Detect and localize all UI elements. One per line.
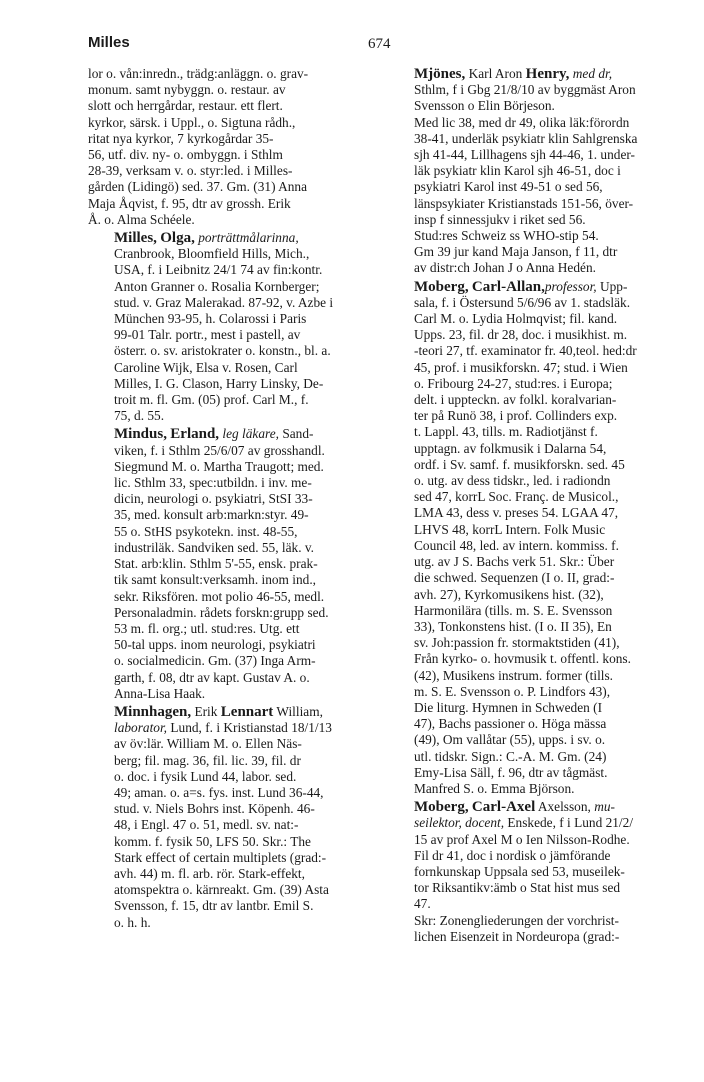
given-name-pre: Karl Aron bbox=[468, 66, 523, 81]
text-line: ritat nya kyrkor, 7 kyrkogårdar 35- bbox=[88, 130, 274, 146]
text-line: atomspektra o. kärnreakt. Gm. (39) Asta bbox=[114, 882, 329, 898]
text-line: insp f sinnessjukv i riket sed 56. bbox=[414, 211, 586, 227]
text-line: industriläk. Sandviken sed. 55, läk. v. bbox=[114, 539, 315, 555]
text-line: München 93-95, h. Colarossi i Paris bbox=[114, 311, 307, 327]
text-line: Upps. 23, fil. dr 28, doc. i musikhist. m. bbox=[414, 327, 628, 343]
entry-moberg-carl-axel bbox=[388, 799, 670, 945]
text-line: 48, i Engl. 47 o. 51, medl. sv. nat:- bbox=[114, 817, 299, 833]
left-column bbox=[88, 66, 370, 933]
text-line: Anton Granner o. Rosalia Kornberger; bbox=[114, 278, 320, 294]
text-line: 28-39, verksam v. o. styr:led. i Milles- bbox=[88, 163, 293, 179]
text-line: t. Lappl. 43, tills. m. Radiotjänst f. bbox=[414, 424, 598, 440]
right-column bbox=[388, 66, 670, 947]
entry-mindus-erland bbox=[88, 426, 370, 701]
occupation: med dr, bbox=[572, 66, 613, 81]
text-line: Svensson o Elin Börjeson. bbox=[414, 98, 555, 114]
text-line: o. utg. av dess tidskr., led. i radiondn bbox=[414, 473, 611, 489]
text-line: sed 47, korrL Soc. Franç. de Musicol., bbox=[414, 489, 619, 505]
headword-given: Henry, bbox=[525, 66, 570, 82]
headword-surname: Minnhagen, bbox=[114, 703, 192, 720]
text-line: o. socialmedicin. Gm. (37) Inga Arm- bbox=[114, 653, 316, 669]
text-line: Stark effect of certain multiplets (grad:- bbox=[114, 849, 327, 865]
text-line: läk psykiatr klin Karol sjh 46-51, doc i bbox=[414, 163, 621, 179]
text-line: 75, d. 55. bbox=[114, 408, 165, 424]
text-line: (42), Musikens instrum. former (tills. bbox=[414, 667, 614, 683]
text-line: 47), Bachs passioner o. Höga mässa bbox=[414, 716, 607, 732]
text-line: 15 av prof Axel M o Ien Nilsson-Rodhe. bbox=[414, 831, 630, 847]
text-line: slott och herrgårdar, restaur. ett flert. bbox=[88, 98, 283, 114]
text-line: 53 m. fl. org.; utl. stud:res. Utg. ett bbox=[114, 620, 300, 636]
text-line: Skr: Zonengliederungen der vorchrist- bbox=[414, 912, 619, 928]
text-line: Siegmund M. o. Martha Traugott; med. bbox=[114, 458, 324, 474]
headword-given: Lennart bbox=[220, 703, 274, 720]
text-line: avh. 27), Kyrkomusikens hist. (32), bbox=[414, 586, 604, 602]
text-line: österr. o. sv. aristokrater o. konstn., bl. a. bbox=[114, 343, 331, 359]
text-line: Personaladmin. rådets forskn:grupp sed. bbox=[114, 604, 329, 620]
text-line: komm. f. fysik 50, LFS 50. Skr.: The bbox=[114, 833, 311, 849]
text-line: Harmonilära (tills. m. S. E. Svensson bbox=[414, 602, 613, 618]
occupation: professor, bbox=[544, 278, 597, 294]
headword-given: Erland, bbox=[170, 426, 220, 443]
text-line: m. S. E. Svensson o. P. Lindfors 43), bbox=[414, 683, 611, 699]
text-line: 33), Tonkonstens hist. (I o. II 35), En bbox=[414, 618, 612, 634]
entry-text: Enskede, f i Lund 21/2/ bbox=[507, 815, 634, 831]
occupation: laborator, bbox=[114, 720, 168, 736]
headword-given: Carl-Axel bbox=[471, 799, 536, 816]
text-line: psykiatri Karol inst 49-51 o sed 56, bbox=[414, 179, 603, 195]
text-line: Med lic 38, med dr 49, olika läk:förordn bbox=[414, 114, 630, 130]
text-line: utg. av J S. Bachs verk 51. Skr.: Über bbox=[414, 554, 615, 570]
text-line: 50-tal upps. inom neurologi, psykiatri bbox=[114, 637, 316, 653]
occupation: porträttmålarinna, bbox=[198, 230, 299, 246]
text-line: 45, prof. i musikforskn. 47; stud. i Wien bbox=[414, 359, 628, 375]
given-name-post: William, bbox=[276, 703, 323, 719]
text-line: 99-01 Talr. portr., mest i pastell, av bbox=[114, 327, 301, 343]
entry-minnhagen-lennart bbox=[88, 704, 370, 931]
text-line: tik samt konsult:verksamh. inom ind., bbox=[114, 572, 317, 588]
running-head-name: Milles bbox=[88, 34, 130, 51]
text-line: viken, f. i Sthlm 25/6/07 av grosshandl. bbox=[114, 442, 325, 458]
occupation: leg läkare, bbox=[222, 426, 279, 442]
text-line: o. Fribourg 24-27, stud:res. i Europa; bbox=[414, 375, 613, 391]
text-line: Cranbrook, Bloomfield Hills, Mich., bbox=[114, 246, 310, 262]
entry-milles-continuation bbox=[88, 66, 370, 228]
text-line: 38-41, underläk psykiatr klin Sahlgrenska bbox=[414, 130, 638, 146]
text-line: sekr. Riksfören. mot polio 46-55, medl. bbox=[114, 588, 325, 604]
text-line: delt. i uppteckn. av folkl. koralvarian- bbox=[414, 392, 617, 408]
text-line: tor Riksantikv:ämb o Stat hist mus sed bbox=[414, 880, 621, 896]
text-line: Die liturg. Hymnen in Schweden (I bbox=[414, 699, 603, 715]
text-line: troit m. fl. Gm. (05) prof. Carl M., f. bbox=[114, 392, 309, 408]
text-line: stud. v. Niels Bohrs inst. Köpenh. 46- bbox=[114, 801, 315, 817]
text-line: LMA 43, dess v. preses 54. LGAA 47, bbox=[414, 505, 619, 521]
given-name-post: Axelsson, bbox=[537, 799, 591, 815]
text-line: monum. samt nybyggn. o. restaur. av bbox=[88, 82, 286, 98]
text-line: Council 48, led. av intern. kommiss. f. bbox=[414, 537, 619, 553]
text-line: av distr:ch Johan J o Anna Hedén. bbox=[414, 260, 596, 276]
headword-surname: Mjönes, bbox=[414, 66, 466, 82]
text-line: Gm 39 jur kand Maja Janson, f 11, dtr bbox=[414, 244, 618, 260]
text-line: o. h. h. bbox=[114, 914, 151, 930]
text-line: Caroline Wijk, Elsa v. Rosen, Carl bbox=[114, 359, 298, 375]
text-line: (49), Om vallåtar (55), upps. i sv. o. bbox=[414, 732, 606, 748]
text-line: fornkunskap Uppsala sed 53, museilek- bbox=[414, 863, 625, 879]
text-line: avh. 44) m. fl. arb. rör. Stark-effekt, bbox=[114, 865, 305, 881]
text-line: lor o. vån:inredn., trädg:anläggn. o. grav- bbox=[88, 66, 309, 81]
text-line: Milles, I. G. Clason, Harry Linsky, De- bbox=[114, 375, 324, 391]
text-line: lichen Eisenzeit in Nordeuropa (grad:- bbox=[414, 928, 620, 944]
headword-surname: Milles, bbox=[114, 230, 157, 247]
text-line: Svensson, f. 15, dtr av lantbr. Emil S. bbox=[114, 898, 314, 914]
text-line: berg; fil. mag. 36, fil. lic. 39, fil. dr bbox=[114, 752, 301, 768]
text-line: -teori 27, tf. examinator fr. 40,teol. hed:dr bbox=[414, 343, 637, 359]
text-line: utl. tidskr. Sign.: C.-A. M. Gm. (24) bbox=[414, 748, 607, 764]
occupation: seilektor, docent, bbox=[414, 815, 505, 831]
page-number: 674 bbox=[368, 36, 391, 52]
text-line: 55 o. StHS psykotekn. inst. 48-55, bbox=[114, 523, 298, 539]
text-line: sala, f. i Östersund 5/6/96 av 1. stadsläk. bbox=[414, 294, 631, 310]
text-line: lic. Sthlm 33, spec:utbildn. i inv. me- bbox=[114, 475, 312, 491]
headword-given: Olga, bbox=[160, 230, 195, 247]
text-line: 35, med. konsult arb:markn:styr. 49- bbox=[114, 507, 309, 523]
text-line: 49; aman. o. a=s. fys. inst. Lund 36-44, bbox=[114, 784, 324, 800]
text-line: Stud:res Schweiz ss WHO-stip 54. bbox=[414, 228, 599, 244]
text-line: USA, f. i Leibnitz 24/1 74 av fin:kontr. bbox=[114, 262, 323, 278]
text-line: Maja Åqvist, f. 95, dtr av grossh. Erik bbox=[88, 195, 291, 211]
text-line: av öv:lär. William M. o. Ellen Näs- bbox=[114, 736, 302, 752]
entry-moberg-carl-allan bbox=[388, 279, 670, 798]
entry-text: Sand- bbox=[282, 426, 314, 442]
text-line: Carl M. o. Lydia Holmqvist; fil. kand. bbox=[414, 311, 618, 327]
text-line: gården (Lidingö) sed. 37. Gm. (31) Anna bbox=[88, 179, 308, 195]
text-line: Emy-Lisa Säll, f. 96, dtr av tågmäst. bbox=[414, 764, 608, 780]
given-name-pre: Erik bbox=[194, 703, 218, 719]
text-line: LHVS 48, korrL Intern. Folk Music bbox=[414, 521, 606, 537]
text-line: Manfred S. o. Emma Björson. bbox=[414, 780, 575, 796]
text-line: sv. Joh:passion fr. stormaktstiden (41), bbox=[414, 635, 620, 651]
entry-milles-olga bbox=[88, 230, 370, 424]
text-line: sjh 41-44, Lillhagens sjh 44-46, 1. under- bbox=[414, 147, 635, 163]
text-line: Från kyrko- o. hovmusik t. offentl. kons. bbox=[414, 651, 631, 667]
headword-given: Carl-Allan, bbox=[471, 278, 545, 295]
text-line: 47. bbox=[414, 896, 431, 912]
text-line: die schwed. Sequenzen (I o. II, grad:- bbox=[414, 570, 615, 586]
text-line: ter på Runö 38, i prof. Collinders exp. bbox=[414, 408, 618, 424]
entry-text: Upp- bbox=[599, 278, 628, 294]
text-line: garth, f. 08, dtr av kapt. Gustav A. o. bbox=[114, 669, 310, 685]
entry-mjones-henry bbox=[388, 66, 670, 277]
text-line: Sthlm, f i Gbg 21/8/10 av byggmäst Aron bbox=[414, 82, 636, 98]
text-line: kyrkor, särsk. i Uppl., o. Sigtuna rådh., bbox=[88, 114, 296, 130]
text-line: o. doc. i fysik Lund 44, labor. sed. bbox=[114, 768, 297, 784]
headword-surname: Mindus, bbox=[114, 426, 167, 443]
text-line: Anna-Lisa Haak. bbox=[114, 685, 206, 701]
text-line: upptagn. av folkmusik i Dalarna 54, bbox=[414, 440, 607, 456]
text-line: ordf. i Sv. samf. f. musikforskn. sed. 45 bbox=[414, 456, 625, 472]
text-line: dicin, neurologi o. psykiatri, StSI 33- bbox=[114, 491, 313, 507]
text-line: 56, utf. div. ny- o. ombyggn. i Sthlm bbox=[88, 147, 283, 163]
headword-surname: Moberg, bbox=[414, 278, 469, 295]
text-line: stud. v. Graz Malerakad. 87-92, v. Azbe i bbox=[114, 294, 334, 310]
occupation-part: mu- bbox=[594, 799, 615, 815]
text-line: Å. o. Alma Schéele. bbox=[88, 211, 195, 227]
page-header bbox=[88, 34, 668, 58]
text-line: länspsykiater Kristianstads 151-56, över- bbox=[414, 195, 634, 211]
text-line: Fil dr 41, doc i nordisk o jämförande bbox=[414, 847, 611, 863]
text-line: Stat. arb:klin. Sthlm 5'-55, ensk. prak- bbox=[114, 556, 318, 572]
entry-text: Lund, f. i Kristianstad 18/1/13 bbox=[170, 720, 332, 736]
headword-surname: Moberg, bbox=[414, 799, 469, 816]
